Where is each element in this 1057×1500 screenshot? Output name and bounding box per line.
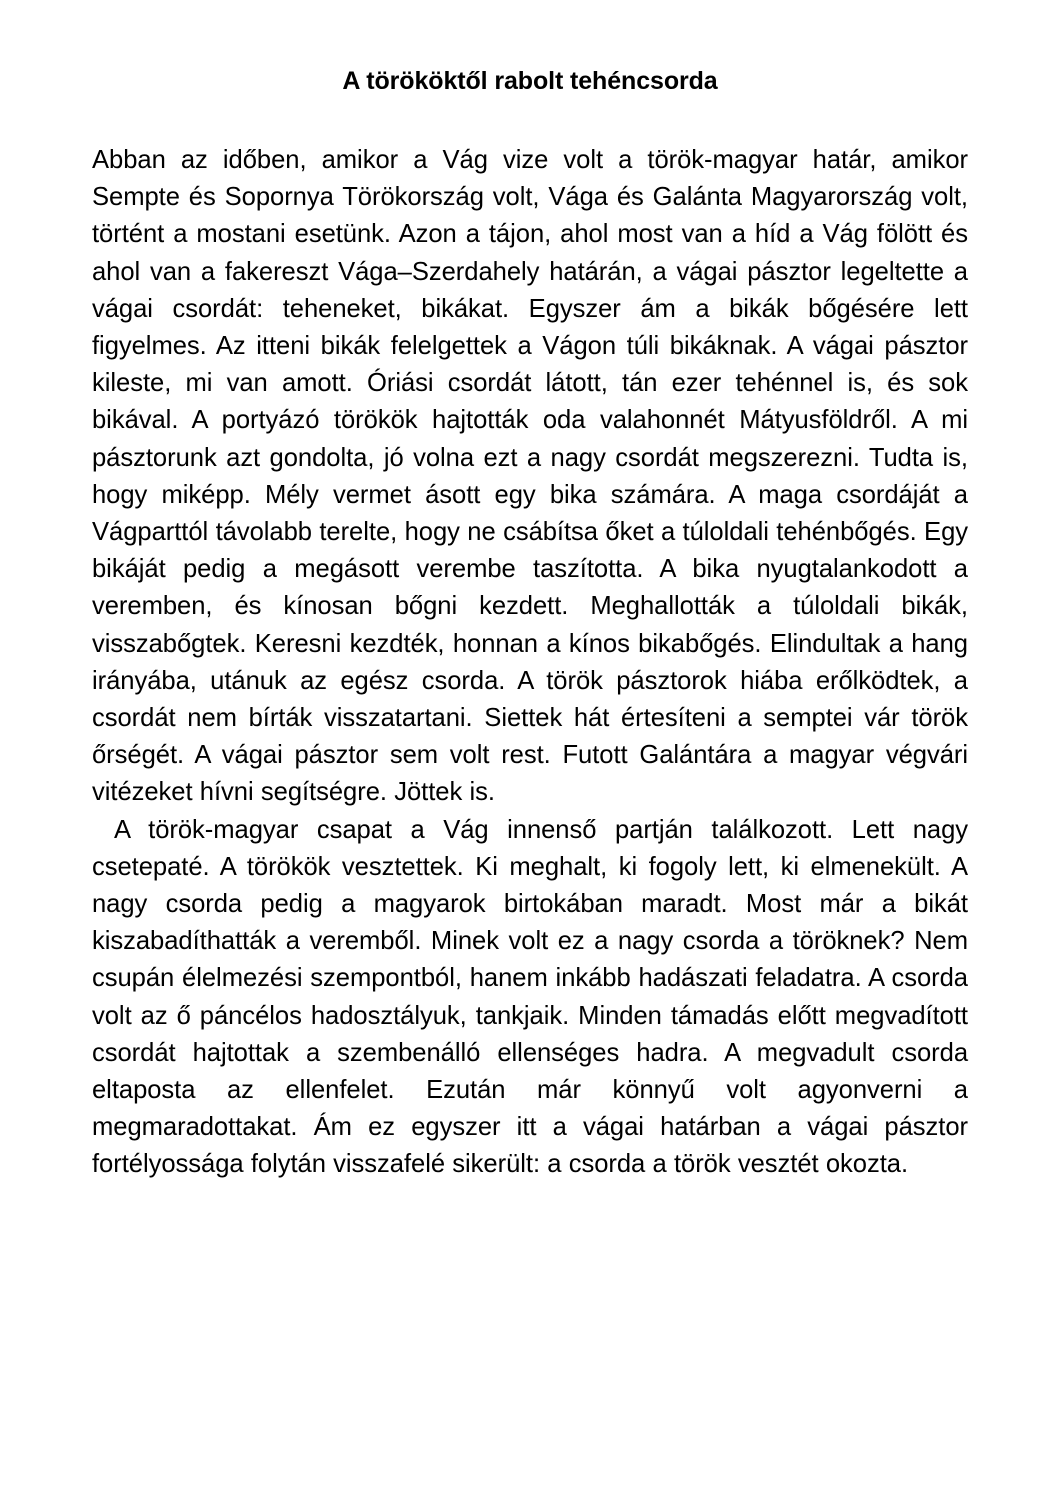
document-text-body	[92, 64, 968, 1184]
body-paragraph: Abban az időben, amikor a Vág vize volt a török-magyar határ, amikor Sempte és Sopornya Törökország volt, Vága és Galánta Magyarország volt, történt a mostani esetünk. Azon a tájon, ahol most van a híd a Vág fölött és ahol van a fakereszt Vága–Szerdahely határán, a vágai pásztor legeltette a vágai csordát: teheneket, bikákat. Egyszer ám a bikák bőgésére lett figyelmes. Az itteni bikák felelgettek a Vágon túli bikáknak. A vágai pásztor kileste, mi van amott. Óriási csordát látott, tán ezer tehénnel is, és sok bikával. A portyázó törökök hajtották oda valahonnét Mátyusföldről. A mi pásztorunk azt gondolta, jó volna ezt a nagy csordát megszerezni. Tudta is, hogy miképp. Mély vermet ásott egy bika számára. A maga csordáját a Vágparttól távolabb terelte, hogy ne csábítsa őket a túloldali tehénbőgés. Egy bikáját pedig a megásott verembe taszította. A bika nyugtalankodott a veremben, és kínosan bőgni kezdett. Meghallották a túloldali bikák, visszabőgtek. Keresni kezdték, honnan a kínos bikabőgés. Elindultak a hang irányába, utánuk az egész csorda. A török pásztorok hiába erőlködtek, a csordát nem bírták visszatartani. Siettek hát értesíteni a semptei vár török őrségét. A vágai pásztor sem volt rest. Futott Galántára a magyar végvári vitézeket hívni segítségre. Jöttek is.	[92, 146, 968, 807]
page-title: A törököktől rabolt tehéncsorda	[342, 67, 718, 95]
body-paragraph: A török-magyar csapat a Vág innenső partján találkozott. Lett nagy csetepaté. A törökök vesztettek. Ki meghalt, ki fogoly lett, ki elmenekült. A nagy csorda pedig a magyarok birtokában maradt. Most már a bikát kiszabadíthatták a veremből. Minek volt ez a nagy csorda a töröknek? Nem csupán élelmezési szempontból, hanem inkább hadászati feladatra. A csorda volt az ő páncélos hadosztályuk, tankjaik. Minden támadás előtt megvadított csordát hajtottak a szembenálló ellenséges hadra. A megvadult csorda eltaposta az ellenfelet. Ezután már könnyű volt agyonverni a megmaradottakat. Ám ez egyszer itt a vágai határban a vágai pásztor fortélyossága folytán visszafelé sikerült: a csorda a török vesztét okozta.	[92, 815, 968, 1179]
